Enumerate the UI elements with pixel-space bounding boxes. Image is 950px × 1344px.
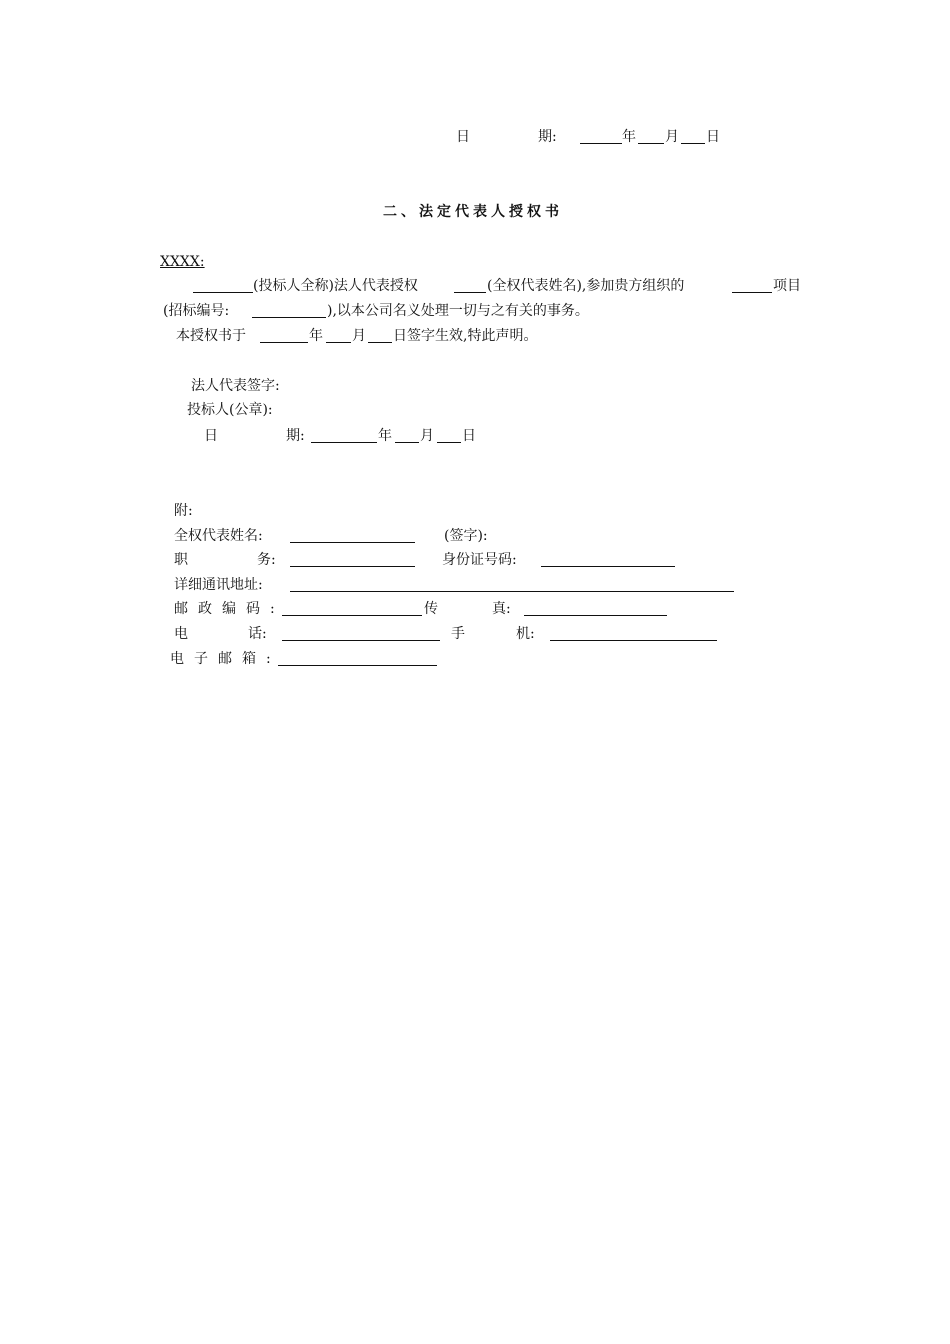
mobile-label-a: 手 — [451, 626, 465, 642]
id-number-field[interactable] — [541, 553, 675, 567]
signature-year-blank[interactable] — [311, 429, 377, 443]
effective-year-blank[interactable] — [260, 329, 308, 343]
signature-day: 日 — [462, 428, 476, 444]
project-blank[interactable] — [732, 279, 772, 293]
signature-date-qi: 期: — [286, 428, 305, 444]
mobile-label-b: 机: — [516, 626, 535, 642]
paragraph-part3: 项目 — [773, 278, 801, 294]
top-date-ri: 日 — [456, 129, 470, 145]
appendix-heading: 附: — [174, 503, 193, 519]
paragraph-part4: (招标编号: — [163, 303, 230, 319]
position-label-b: 务: — [257, 552, 276, 568]
fax-field[interactable] — [524, 602, 667, 616]
postcode-label: 邮政编码: — [174, 601, 285, 617]
email-label: 电子邮箱: — [170, 651, 281, 667]
top-date-month: 月 — [665, 129, 679, 145]
address-label: 详细通讯地址: — [174, 577, 263, 593]
paragraph-part2: (全权代表姓名),参加贵方组织的 — [487, 278, 685, 294]
signature-day-blank[interactable] — [437, 429, 461, 443]
top-date-month-blank[interactable] — [638, 130, 664, 144]
signature-year: 年 — [378, 428, 392, 444]
paragraph-line3-year: 年 — [309, 328, 323, 344]
phone-label-b: 话: — [248, 626, 267, 642]
representative-name-label: 全权代表姓名: — [174, 528, 263, 544]
paragraph-line3-a: 本授权书于 — [176, 328, 246, 344]
fax-label-a: 传 — [424, 601, 438, 617]
top-date-day: 日 — [706, 129, 720, 145]
phone-label-a: 电 — [174, 626, 188, 642]
bidder-name-blank[interactable] — [193, 279, 253, 293]
tender-number-blank[interactable] — [252, 304, 326, 318]
top-date-day-blank[interactable] — [681, 130, 705, 144]
addressee: XXXX: — [160, 254, 205, 270]
position-field[interactable] — [290, 553, 415, 567]
legal-rep-signature-label: 法人代表签字: — [191, 378, 280, 394]
effective-day-blank[interactable] — [368, 329, 392, 343]
address-field[interactable] — [290, 578, 734, 592]
effective-month-blank[interactable] — [326, 329, 351, 343]
fax-label-b: 真: — [492, 601, 511, 617]
top-date-qi: 期: — [538, 129, 557, 145]
paragraph-part5: ),以本公司名义处理一切与之有关的事务。 — [327, 303, 589, 319]
bidder-seal-label: 投标人(公章): — [187, 402, 273, 418]
top-date-year: 年 — [622, 129, 636, 145]
email-field[interactable] — [278, 652, 437, 666]
paragraph-line3-rest: 日签字生效,特此声明。 — [393, 328, 538, 344]
signature-month: 月 — [420, 428, 434, 444]
paragraph-line3-month: 月 — [352, 328, 366, 344]
representative-name-field[interactable] — [290, 529, 415, 543]
position-label-a: 职 — [174, 552, 188, 568]
id-number-label: 身份证号码: — [442, 552, 517, 568]
signature-date-ri: 日 — [204, 428, 218, 444]
sign-label: (签字): — [444, 528, 488, 544]
signature-month-blank[interactable] — [395, 429, 419, 443]
mobile-field[interactable] — [550, 627, 717, 641]
representative-name-blank[interactable] — [454, 279, 486, 293]
section-title: 二、法定代表人授权书 — [383, 204, 563, 220]
top-date-year-blank[interactable] — [580, 130, 622, 144]
postcode-field[interactable] — [282, 602, 422, 616]
phone-field[interactable] — [282, 627, 440, 641]
paragraph-part1: (投标人全称)法人代表授权 — [253, 278, 418, 294]
